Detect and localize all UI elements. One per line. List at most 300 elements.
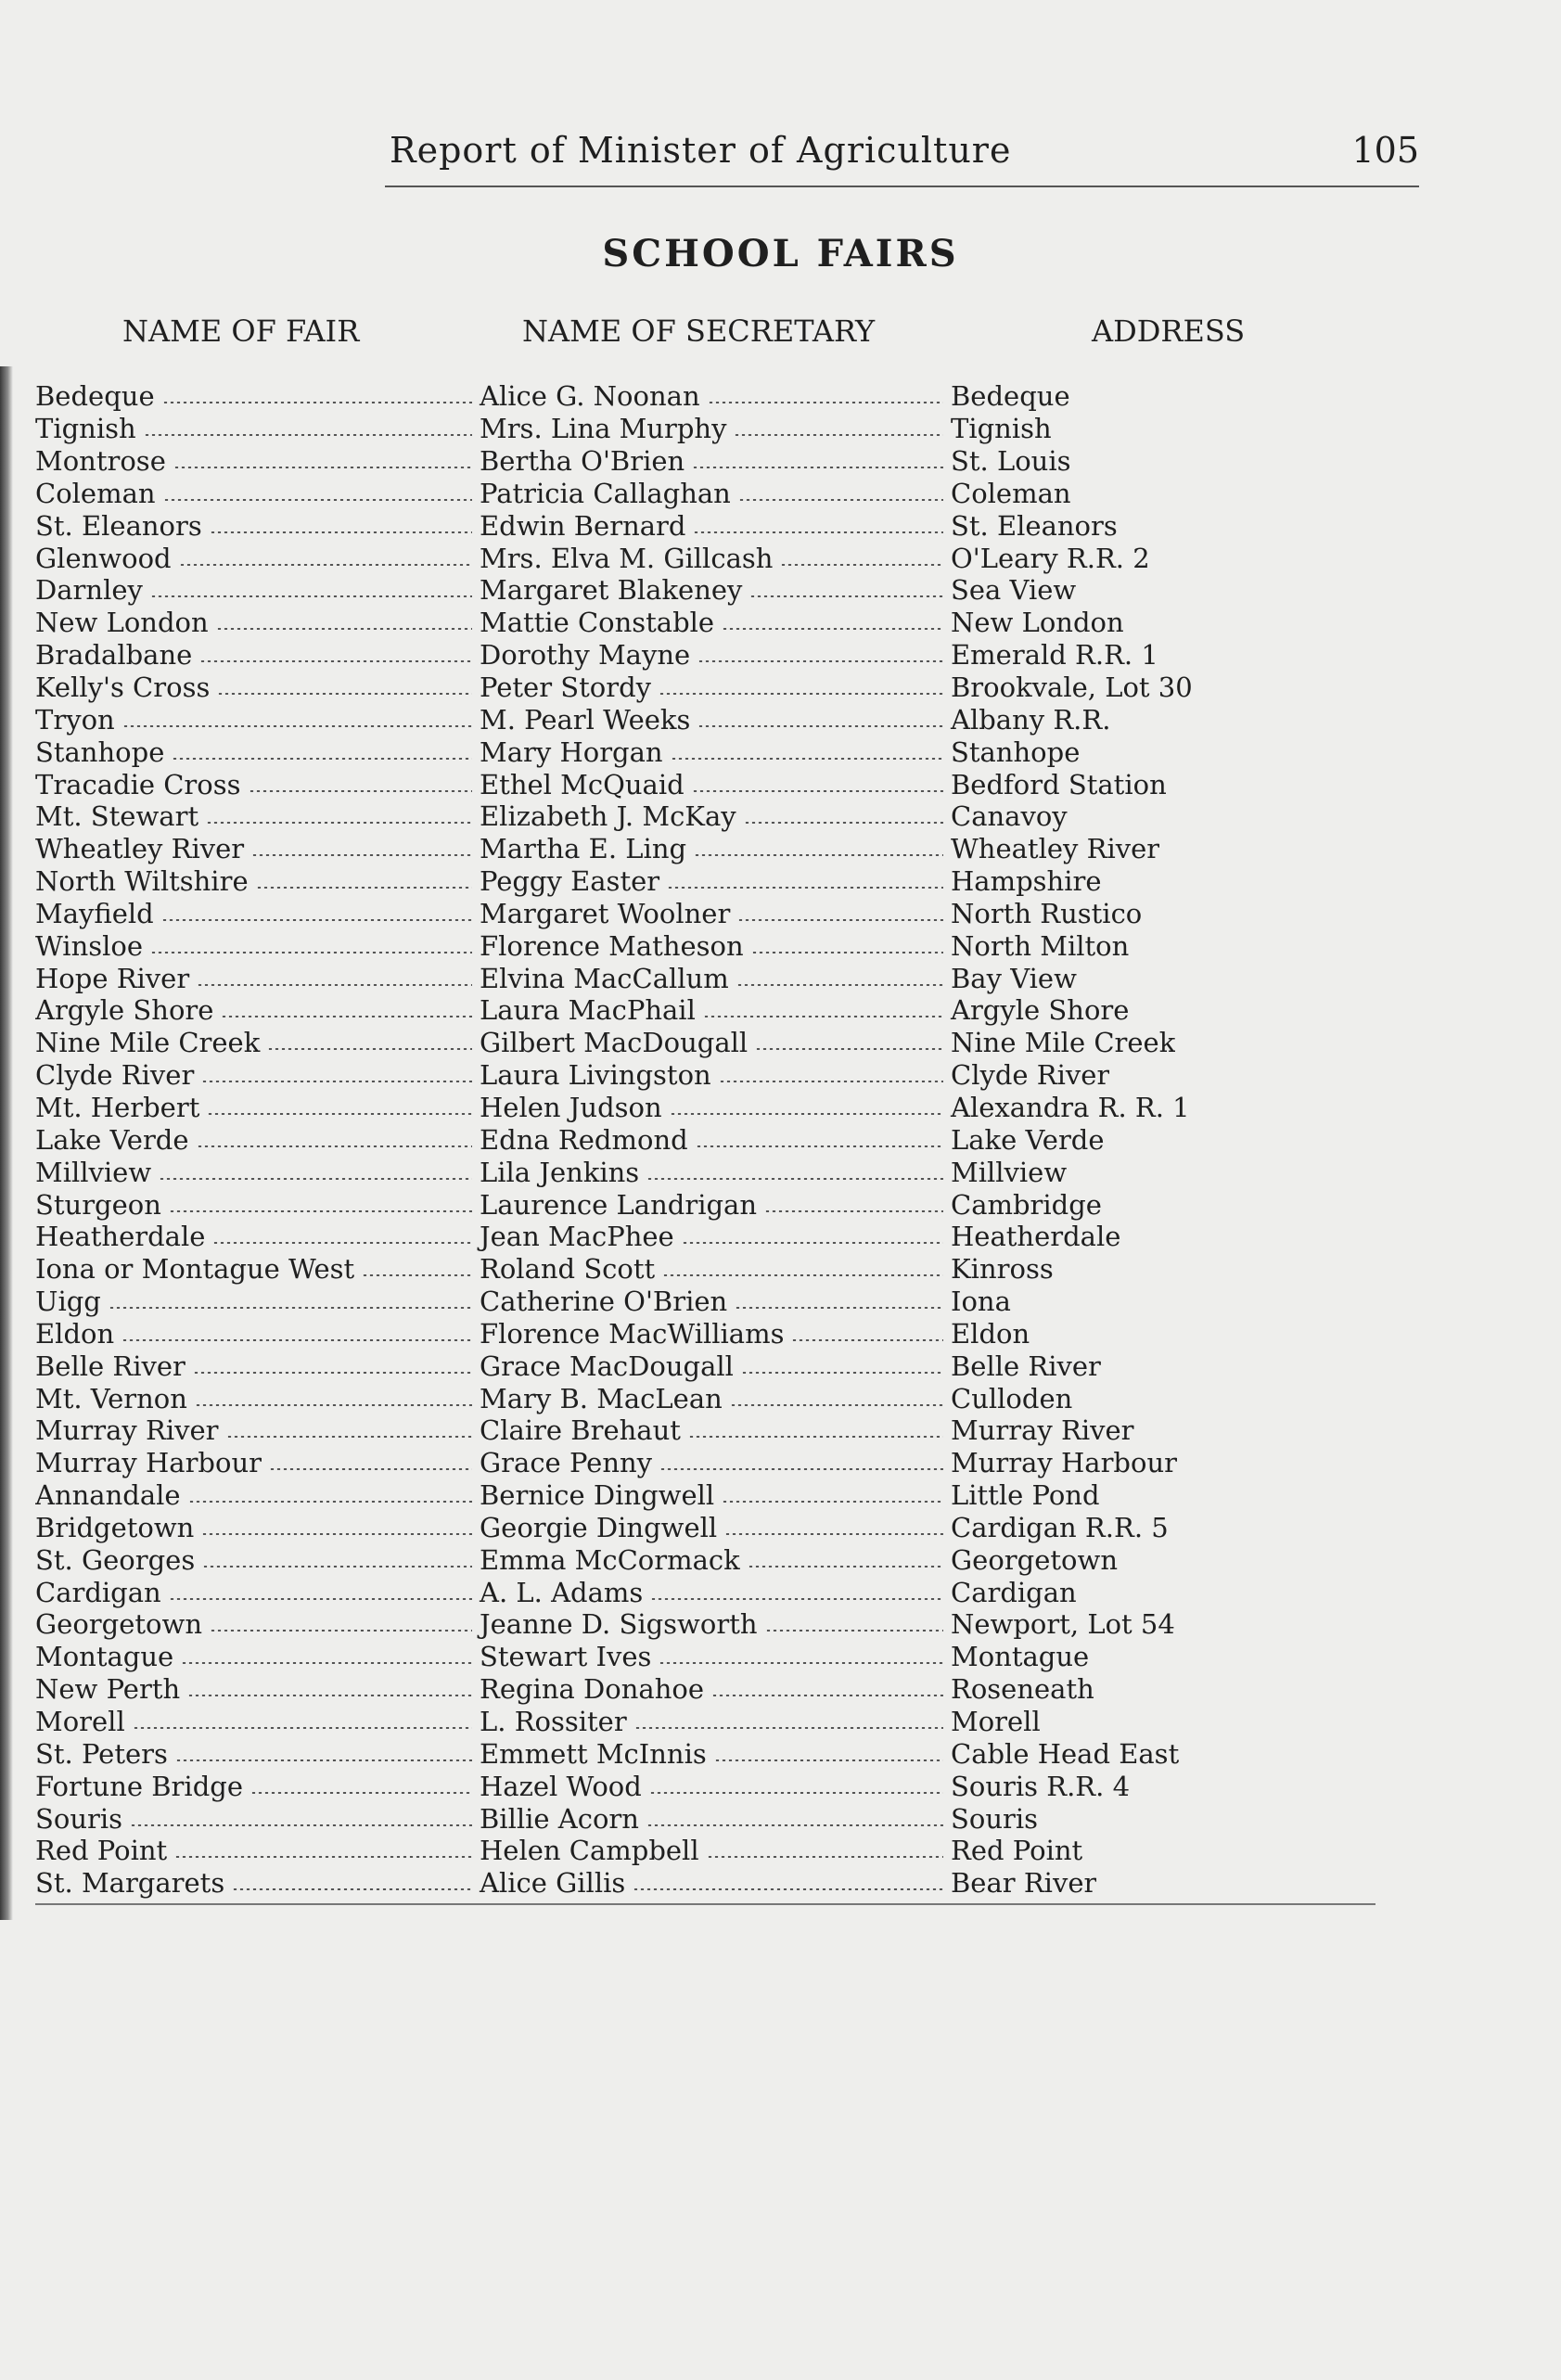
secretary-name-cell: [476, 1221, 947, 1252]
secretary-name: Margaret Woolner: [480, 897, 731, 929]
address-cell: [947, 1286, 1011, 1317]
secretary-name: Mrs. Elva M. Gillcash: [480, 542, 774, 574]
dot-leader: [764, 1210, 943, 1212]
fair-name: St. Peters: [35, 1737, 168, 1770]
address-cell: [947, 865, 1102, 897]
secretary-name: Grace MacDougall: [480, 1350, 734, 1382]
address-cell: [947, 1059, 1109, 1091]
address-cell: [947, 1318, 1030, 1350]
secretary-name-cell: [476, 898, 947, 929]
address-cell: [947, 672, 1193, 703]
fair-name-cell: [35, 478, 476, 509]
fair-name-cell: [35, 1286, 476, 1317]
address-cell: [947, 1479, 1100, 1511]
column-header-secretary: NAME OF SECRETARY: [522, 313, 876, 349]
dot-leader: [724, 1533, 943, 1535]
secretary-name-cell: [476, 1608, 947, 1640]
dot-leader: [737, 919, 943, 921]
address: Alexandra R. R. 1: [951, 1091, 1190, 1123]
table-row: [35, 1221, 1241, 1253]
secretary-name-cell: [476, 672, 947, 703]
table-row: [35, 898, 1241, 930]
address-cell: [947, 1641, 1089, 1672]
address: Bear River: [951, 1867, 1097, 1900]
dot-leader: [671, 758, 943, 760]
secretary-name: Emmett McInnis: [480, 1737, 707, 1770]
fair-name-cell: [35, 1124, 476, 1156]
address-cell: [947, 1771, 1130, 1802]
fair-name-cell: [35, 1253, 476, 1285]
bottom-rule: [35, 1903, 1375, 1905]
dot-leader: [748, 1566, 943, 1567]
dot-leader: [179, 564, 472, 566]
secretary-name-cell: [476, 1577, 947, 1608]
fair-name-cell: [35, 574, 476, 606]
secretary-name: Peter Stordy: [480, 672, 652, 704]
secretary-name-cell: [476, 994, 947, 1026]
secretary-name: Mrs. Lina Murphy: [480, 413, 727, 445]
secretary-name: Billie Acorn: [480, 1802, 639, 1835]
fair-name: Tryon: [35, 703, 115, 736]
dot-leader: [197, 984, 472, 986]
secretary-name: L. Rossiter: [480, 1706, 627, 1738]
fair-name: St. Eleanors: [35, 509, 202, 542]
secretary-name-cell: [476, 1059, 947, 1091]
dot-leader: [172, 758, 472, 760]
dot-leader: [696, 1145, 943, 1147]
fair-name-cell: [35, 607, 476, 638]
dot-leader: [362, 1274, 472, 1276]
fair-name: Red Point: [35, 1835, 168, 1867]
secretary-name: Margaret Blakeney: [480, 574, 743, 607]
dot-leader: [734, 434, 943, 436]
fair-name: Wheatley River: [35, 833, 245, 865]
address: Iona: [951, 1286, 1011, 1318]
dot-leader: [173, 467, 472, 468]
address-cell: [947, 898, 1142, 929]
dot-leader: [122, 725, 472, 727]
table-row: [35, 1382, 1241, 1414]
fair-name-cell: [35, 1673, 476, 1705]
dot-leader: [719, 1081, 943, 1082]
dot-leader: [193, 1372, 472, 1374]
secretary-name: Florence Matheson: [480, 929, 744, 962]
address: Belle River: [951, 1350, 1101, 1382]
address: Brookvale, Lot 30: [951, 672, 1193, 704]
address-cell: [947, 1124, 1105, 1156]
secretary-name: Laurence Landrigan: [480, 1188, 758, 1221]
secretary-name-cell: [476, 1350, 947, 1382]
address: Cardigan R.R. 5: [951, 1511, 1169, 1543]
address: Eldon: [951, 1317, 1030, 1350]
dot-leader: [693, 531, 943, 533]
address: Wheatley River: [951, 833, 1160, 865]
dot-leader: [150, 952, 472, 953]
secretary-name-cell: [476, 769, 947, 800]
table-row: [35, 1253, 1241, 1286]
address-cell: [947, 1544, 1118, 1576]
address: Murray Harbour: [951, 1447, 1177, 1479]
table-row: [35, 574, 1241, 607]
dot-leader: [749, 595, 943, 597]
fair-name: Bridgetown: [35, 1511, 195, 1543]
address: Millview: [951, 1156, 1068, 1188]
fair-name: Montrose: [35, 445, 166, 478]
dot-leader: [133, 1727, 472, 1729]
fair-name-cell: [35, 1092, 476, 1123]
dot-leader: [688, 1436, 943, 1438]
fair-name-cell: [35, 1157, 476, 1188]
dot-leader: [692, 790, 943, 792]
address: North Rustico: [951, 897, 1143, 929]
table-row: [35, 1867, 1241, 1900]
secretary-name: Bertha O'Brien: [480, 445, 685, 478]
dot-leader: [163, 499, 472, 501]
fair-name: Mt. Stewart: [35, 800, 199, 833]
dot-leader: [667, 887, 943, 889]
dot-leader: [161, 919, 472, 921]
address-cell: [947, 1803, 1038, 1835]
address: New London: [951, 607, 1124, 639]
address-cell: [947, 1447, 1177, 1478]
secretary-name: Edna Redmond: [480, 1123, 688, 1156]
fair-name-cell: [35, 994, 476, 1026]
fair-name-cell: [35, 445, 476, 477]
secretary-name: Georgie Dingwell: [480, 1511, 718, 1543]
fair-name: Winsloe: [35, 929, 144, 962]
secretary-name-cell: [476, 1512, 947, 1543]
address: Canavoy: [951, 800, 1068, 833]
dot-leader: [649, 1792, 943, 1794]
secretary-name: Edwin Bernard: [480, 509, 686, 542]
dot-leader: [730, 1404, 943, 1406]
secretary-name-cell: [476, 639, 947, 671]
fair-name: Mt. Herbert: [35, 1091, 200, 1123]
fair-name: Kelly's Cross: [35, 672, 211, 704]
dot-leader: [217, 693, 472, 695]
fair-name-cell: [35, 1577, 476, 1608]
secretary-name-cell: [476, 963, 947, 994]
fair-name: Morell: [35, 1706, 125, 1738]
address: Lake Verde: [951, 1123, 1105, 1156]
secretary-name-cell: [476, 1189, 947, 1221]
table-row: [35, 1123, 1241, 1156]
secretary-name: Emma McCormack: [480, 1543, 740, 1576]
dot-leader: [206, 822, 472, 824]
table-row: [35, 1286, 1241, 1318]
table-row: [35, 607, 1241, 639]
secretary-name-cell: [476, 413, 947, 444]
fair-name-cell: [35, 543, 476, 574]
fair-name: New Perth: [35, 1673, 181, 1706]
secretary-name-cell: [476, 865, 947, 897]
fair-name-cell: [35, 672, 476, 703]
dot-leader: [659, 1662, 943, 1664]
fair-name-cell: [35, 1803, 476, 1835]
secretary-name-cell: [476, 1771, 947, 1802]
table-row: [35, 1608, 1241, 1641]
table-row: [35, 962, 1241, 994]
address-cell: [947, 1253, 1054, 1285]
address: Hampshire: [951, 865, 1102, 898]
address: Stanhope: [951, 736, 1081, 768]
secretary-name: Grace Penny: [480, 1447, 653, 1479]
dot-leader: [791, 1339, 943, 1341]
secretary-name-cell: [476, 1253, 947, 1285]
fair-name-cell: [35, 1771, 476, 1802]
secretary-name-cell: [476, 380, 947, 412]
address: Clyde River: [951, 1059, 1110, 1092]
fair-name-cell: [35, 1738, 476, 1770]
fair-name: Stanhope: [35, 736, 165, 768]
fair-name: Millview: [35, 1156, 152, 1188]
table-row: [35, 1479, 1241, 1512]
secretary-name: Mattie Constable: [480, 607, 715, 639]
address-cell: [947, 574, 1076, 606]
fair-name-cell: [35, 1221, 476, 1252]
fair-name-cell: [35, 769, 476, 800]
dot-leader: [201, 1081, 472, 1082]
secretary-name-cell: [476, 1414, 947, 1446]
dot-leader: [662, 1274, 943, 1276]
secretary-name-cell: [476, 1738, 947, 1770]
table-row: [35, 1543, 1241, 1576]
fair-name: Hope River: [35, 962, 190, 994]
table-row: [35, 672, 1241, 704]
address-cell: [947, 1577, 1077, 1608]
address: Morell: [951, 1706, 1041, 1738]
address: St. Eleanors: [951, 509, 1118, 542]
fair-name: New London: [35, 607, 209, 639]
secretary-name-cell: [476, 510, 947, 542]
secretary-name: Laura Livingston: [480, 1059, 711, 1092]
secretary-name: Regina Donahoe: [480, 1673, 704, 1706]
fair-name-cell: [35, 833, 476, 864]
dot-leader: [269, 1468, 472, 1470]
secretary-name-cell: [476, 1479, 947, 1511]
table-row: [35, 1770, 1241, 1802]
secretary-name: Mary Horgan: [480, 736, 663, 768]
secretary-name: Patricia Callaghan: [480, 477, 731, 509]
secretary-name: Bernice Dingwell: [480, 1479, 715, 1512]
dot-leader: [692, 467, 943, 468]
address-cell: [947, 930, 1129, 962]
dot-leader: [722, 628, 943, 630]
fair-name-cell: [35, 1544, 476, 1576]
dot-leader: [249, 790, 472, 792]
address-cell: [947, 639, 1158, 671]
address: Sea View: [951, 574, 1077, 607]
dot-leader: [735, 1307, 943, 1309]
address: Emerald R.R. 1: [951, 639, 1158, 672]
secretary-name: A. L. Adams: [480, 1576, 644, 1608]
dot-leader: [174, 1856, 472, 1858]
secretary-name-cell: [476, 930, 947, 962]
address: Kinross: [951, 1253, 1054, 1286]
table-row: [35, 1414, 1241, 1447]
dot-leader: [646, 1824, 943, 1826]
table-row: [35, 445, 1241, 478]
address: Coleman: [951, 477, 1071, 509]
dot-leader: [226, 1436, 472, 1438]
dot-leader: [232, 1888, 472, 1890]
address-cell: [947, 1608, 1175, 1640]
fair-name-cell: [35, 704, 476, 736]
secretary-name: Helen Campbell: [480, 1835, 699, 1867]
table-row: [35, 736, 1241, 768]
table-row: [35, 1317, 1241, 1350]
fair-name: Clyde River: [35, 1059, 195, 1092]
dot-leader: [659, 693, 943, 695]
dot-leader: [634, 1727, 943, 1729]
address: St. Louis: [951, 445, 1071, 478]
secretary-name-cell: [476, 800, 947, 832]
table-row: [35, 639, 1241, 672]
fair-name: Bradalbane: [35, 639, 193, 672]
table-row: [35, 542, 1241, 574]
address: Bedford Station: [951, 768, 1167, 800]
dot-leader: [109, 1307, 472, 1309]
dot-leader: [181, 1662, 472, 1664]
secretary-name: Stewart Ives: [480, 1641, 652, 1673]
fair-name: St. Georges: [35, 1543, 196, 1576]
address-cell: [947, 510, 1118, 542]
secretary-name: Alice G. Noonan: [480, 380, 700, 413]
dot-leader: [711, 1695, 943, 1696]
dot-leader: [751, 952, 943, 953]
table-row: [35, 1706, 1241, 1738]
secretary-name-cell: [476, 1447, 947, 1478]
secretary-name: Lila Jenkins: [480, 1156, 640, 1188]
fair-name: Annandale: [35, 1479, 181, 1512]
secretary-name-cell: [476, 1286, 947, 1317]
secretary-name: M. Pearl Weeks: [480, 703, 691, 736]
address: Tignish: [951, 413, 1052, 445]
fair-name-cell: [35, 1027, 476, 1058]
table-row: [35, 1802, 1241, 1835]
address: North Milton: [951, 929, 1130, 962]
table-row: [35, 1027, 1241, 1059]
fair-name: Souris: [35, 1802, 123, 1835]
fair-name-cell: [35, 1867, 476, 1899]
dot-leader: [708, 402, 943, 403]
address-cell: [947, 833, 1159, 864]
address: Red Point: [951, 1835, 1083, 1867]
dot-leader: [188, 1501, 472, 1503]
fair-name-cell: [35, 1512, 476, 1543]
column-header-address: ADDRESS: [1092, 313, 1246, 349]
address-cell: [947, 1835, 1082, 1866]
address-cell: [947, 736, 1080, 768]
dot-leader: [714, 1759, 943, 1761]
page-binding-edge: [0, 366, 13, 1920]
secretary-name: Elvina MacCallum: [480, 962, 729, 994]
table-row: [35, 768, 1241, 800]
fair-name: Mt. Vernon: [35, 1382, 187, 1414]
address-cell: [947, 1383, 1072, 1414]
dot-leader: [169, 1598, 472, 1600]
secretary-name: Alice Gillis: [480, 1867, 626, 1900]
address: Bay View: [951, 962, 1077, 994]
fair-name: Tracadie Cross: [35, 768, 241, 800]
dot-leader: [682, 1242, 943, 1244]
secretary-name: Jean MacPhee: [480, 1221, 674, 1253]
dot-leader: [633, 1888, 943, 1890]
secretary-name-cell: [476, 1027, 947, 1058]
column-header-fair: NAME OF FAIR: [122, 313, 360, 349]
fair-name-cell: [35, 736, 476, 768]
secretary-name-cell: [476, 1383, 947, 1414]
dot-leader: [197, 1145, 472, 1147]
dot-leader: [707, 1856, 943, 1858]
dot-leader: [267, 1048, 472, 1050]
dot-leader: [195, 1404, 472, 1406]
dot-leader: [697, 660, 943, 662]
secretary-name-cell: [476, 1641, 947, 1672]
address: Bedeque: [951, 380, 1070, 413]
secretary-name: Ethel McQuaid: [480, 768, 685, 800]
table-row: [35, 1092, 1241, 1124]
fair-name: Belle River: [35, 1350, 186, 1382]
fair-name: Uigg: [35, 1286, 101, 1318]
dot-leader: [256, 887, 472, 889]
fair-name: Coleman: [35, 477, 156, 509]
fair-name-cell: [35, 865, 476, 897]
table-row: [35, 1188, 1241, 1221]
address: Albany R.R.: [951, 703, 1111, 736]
address: Little Pond: [951, 1479, 1100, 1512]
fair-name: Bedeque: [35, 380, 155, 413]
dot-leader: [250, 1792, 472, 1794]
column-headers: [0, 313, 1561, 351]
address: Cable Head East: [951, 1737, 1180, 1770]
address-cell: [947, 1512, 1169, 1543]
secretary-name-cell: [476, 1157, 947, 1188]
address: Nine Mile Creek: [951, 1027, 1176, 1059]
secretary-name-cell: [476, 1867, 947, 1899]
secretary-name: Catherine O'Brien: [480, 1286, 728, 1318]
address-cell: [947, 445, 1071, 477]
dot-leader: [703, 1016, 943, 1017]
fair-name-cell: [35, 1608, 476, 1640]
fair-name-cell: [35, 930, 476, 962]
secretary-name-cell: [476, 478, 947, 509]
table-row: [35, 1673, 1241, 1706]
dot-leader: [741, 1372, 943, 1374]
fair-name: Georgetown: [35, 1608, 202, 1641]
dot-leader: [646, 1178, 943, 1180]
dot-leader: [212, 1242, 472, 1244]
fair-name-cell: [35, 1447, 476, 1478]
address-cell: [947, 994, 1129, 1026]
address: Murray River: [951, 1414, 1134, 1447]
table-row: [35, 1512, 1241, 1544]
secretary-name: Roland Scott: [480, 1253, 656, 1286]
dot-leader: [251, 854, 472, 856]
dot-leader: [650, 1598, 943, 1600]
running-title: Report of Minister of Agriculture: [390, 130, 1012, 171]
fair-name-cell: [35, 1835, 476, 1866]
dot-leader: [736, 984, 943, 986]
secretary-name: Peggy Easter: [480, 865, 660, 898]
secretary-name-cell: [476, 1092, 947, 1123]
fair-name-cell: [35, 963, 476, 994]
secretary-name: Martha E. Ling: [480, 833, 687, 865]
fair-name: Montague: [35, 1641, 174, 1673]
secretary-name: Hazel Wood: [480, 1770, 642, 1802]
fair-name-cell: [35, 639, 476, 671]
address: Newport, Lot 54: [951, 1608, 1175, 1641]
